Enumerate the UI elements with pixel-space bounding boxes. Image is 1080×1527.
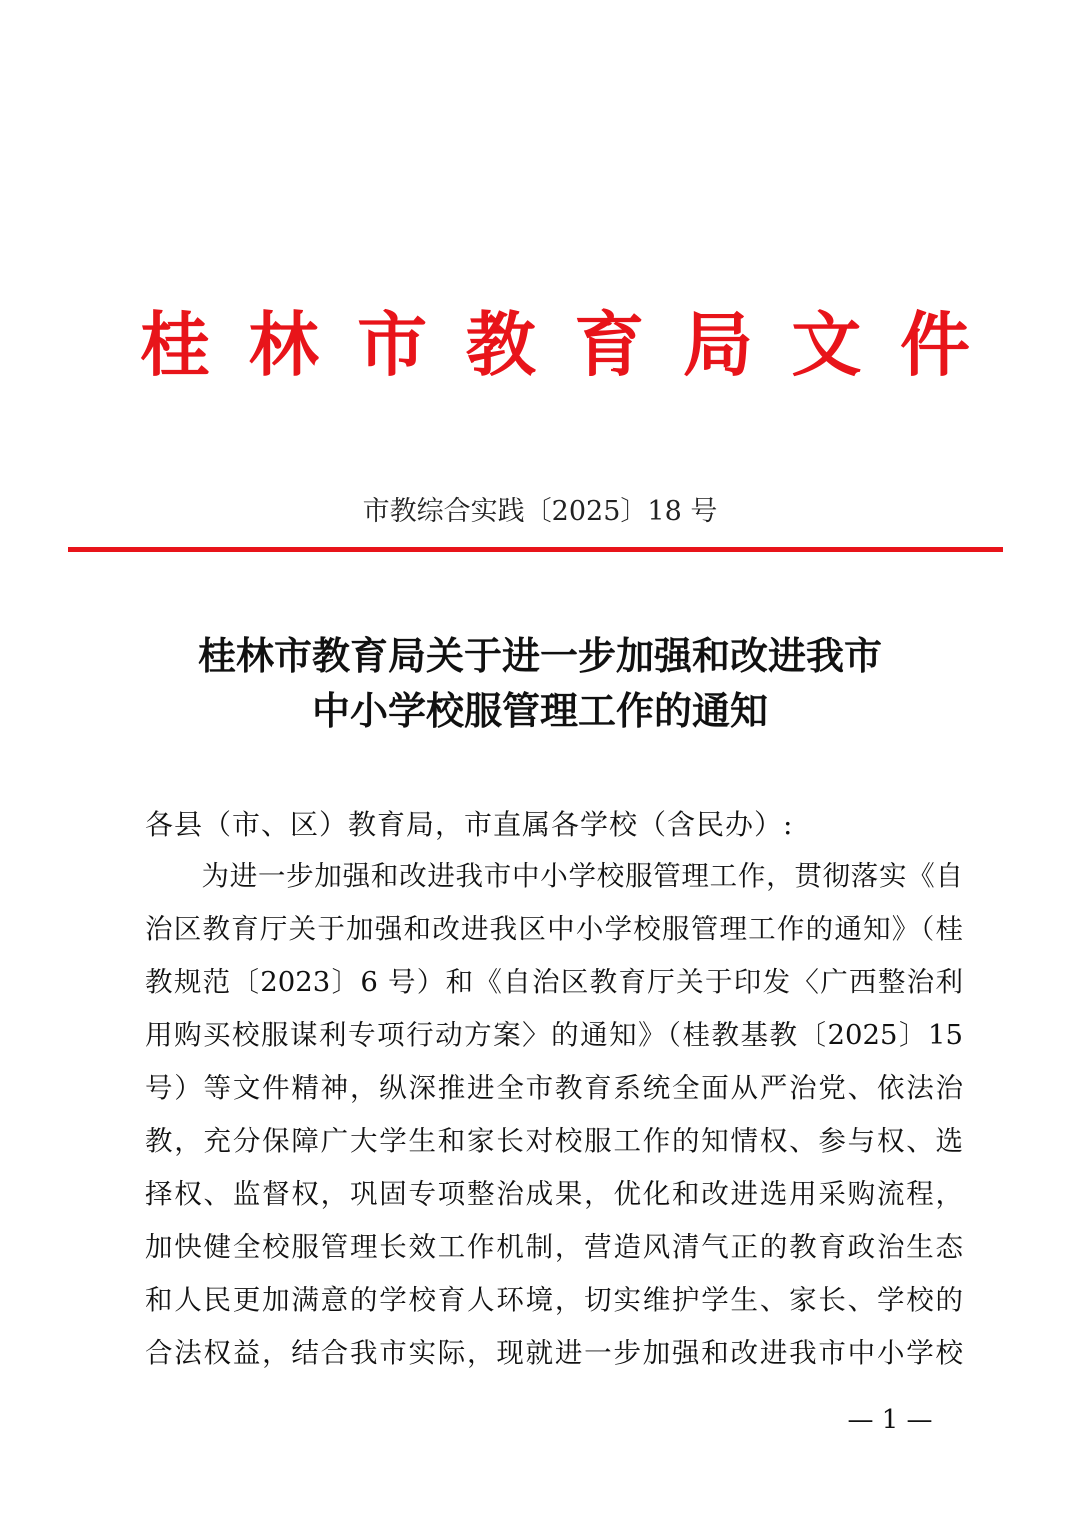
body-line: 教规范〔2023〕6 号）和《自治区教育厅关于印发〈广西整治利 xyxy=(145,966,963,998)
notice-title xyxy=(0,628,1080,738)
body-text xyxy=(145,850,963,1380)
body-line: 加快健全校服管理长效工作机制，营造风清气正的教育政治生态 xyxy=(145,1231,963,1263)
body-line: 治区教育厅关于加强和改进我区中小学校服管理工作的通知》（桂 xyxy=(145,913,963,945)
page-number: — 1 — xyxy=(847,1405,933,1435)
issuer-title-char: 林 xyxy=(248,304,319,386)
notice-title-line: 桂林市教育局关于进一步加强和改进我市 xyxy=(197,633,882,678)
issuer-title-char: 文 xyxy=(791,304,862,386)
body-line: 教，充分保障广大学生和家长对校服工作的知情权、参与权、选 xyxy=(145,1125,963,1157)
body-line: 和人民更加满意的学校育人环境，切实维护学生、家长、学校的 xyxy=(145,1284,963,1316)
body-line: 为进一步加强和改进我市中小学校服管理工作，贯彻落实《自 xyxy=(145,860,963,892)
issuer-title-char: 件 xyxy=(899,304,970,386)
body-line: 用购买校服谋利专项行动方案〉的通知》（桂教基教〔2025〕15 xyxy=(145,1019,963,1051)
body-line: 择权、监督权，巩固专项整治成果，优化和改进选用采购流程， xyxy=(145,1178,963,1210)
issuer-title-char: 教 xyxy=(465,304,536,386)
body-line: 号）等文件精神，纵深推进全市教育系统全面从严治党、依法治 xyxy=(145,1072,963,1104)
issuer-title-char: 桂 xyxy=(140,304,210,386)
issuer-title-char: 育 xyxy=(574,304,645,386)
issuer-title xyxy=(140,300,970,390)
notice-title-line: 中小学校服管理工作的通知 xyxy=(311,688,768,733)
issuer-title-char: 局 xyxy=(682,304,753,386)
red-divider-rule xyxy=(68,547,1003,552)
issuer-title-char: 市 xyxy=(357,304,428,386)
body-line: 合法权益，结合我市实际，现就进一步加强和改进我市中小学校 xyxy=(145,1337,963,1369)
addressee-line: 各县（市、区）教育局，市直属各学校（含民办）: xyxy=(145,808,794,841)
document-number: 市教综合实践〔2025〕18 号 xyxy=(362,496,718,527)
